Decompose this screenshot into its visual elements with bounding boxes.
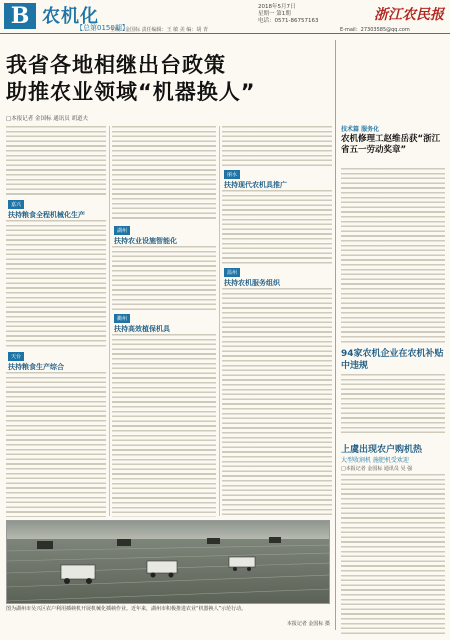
sidebar-story-3-subtitle: 大型收割机 施肥机受欢迎 <box>341 457 409 464</box>
sidebar-story-3-byline: □本报记者 金国标 通讯员 吴 强 <box>341 466 413 472</box>
editor-credits: 主编：金国标 责任编辑：王 敏 美 编：胡 青 <box>110 27 208 33</box>
sidebar-story-2-body <box>341 374 445 436</box>
section-tag-lishui: 丽水 <box>224 170 240 179</box>
section-tag-jiaxing: 嘉兴 <box>8 200 24 209</box>
main-headline <box>6 52 326 106</box>
subhead-tiantai: 扶持粮食生产综合 <box>8 363 64 371</box>
section-tag-wenzhou: 温州 <box>224 268 240 277</box>
photo-credit: 本报记者 金国标 摄 <box>286 621 330 627</box>
headline-line-1: 我省各地相继出台政策 <box>6 53 226 77</box>
date-text: 2018年5月7日 <box>258 4 296 10</box>
article-body-col2-bottom <box>112 334 216 517</box>
article-body-col3-bottom <box>222 288 332 517</box>
photo-caption: 图为湖州市吴兴区农户利用插秧机开展机械化插秧作业。近年来，湖州市积极推进农业“机器换人”示范行动。 <box>6 606 247 612</box>
subhead-wenzhou: 扶持农机服务组织 <box>224 279 280 287</box>
field-photo <box>6 520 330 604</box>
article-body-col3-mid <box>222 190 332 264</box>
article-body-col3-top <box>222 126 332 166</box>
subhead-lishui: 扶持现代农机具推广 <box>224 181 287 189</box>
issue-number: 【总第0150期】 <box>76 24 129 32</box>
sidebar-story-2-title: 94家农机企业在农机补贴中违规 <box>341 349 444 371</box>
issue-text: 星期一 第1期 <box>258 11 291 17</box>
sidebar-story-3-body <box>341 474 445 634</box>
article-body-col1-mid <box>6 220 106 348</box>
article-body-col1-bottom <box>6 372 106 517</box>
section-tag-quzhou: 衢州 <box>114 314 130 323</box>
section-tag-tiantai: 天台 <box>8 352 24 361</box>
sidebar-story-1-body <box>341 168 445 344</box>
column-divider <box>109 126 110 516</box>
phone-text: 电话：0571-86757163 <box>258 18 319 24</box>
section-title: 农机化 <box>42 6 99 27</box>
sidebar-story-1-title: 农机修理工赵维岳获“浙江省五一劳动奖章” <box>341 134 441 155</box>
email-text: E-mail：27303585@qq.com <box>340 27 410 33</box>
newspaper-logo: 浙江农民报 <box>374 7 444 23</box>
article-body-col2-top <box>112 126 216 222</box>
date-block <box>258 4 358 25</box>
subhead-huzhou: 扶持农业设施智能化 <box>114 237 177 245</box>
article-body-col1-top <box>6 126 106 196</box>
sidebar-story-3-title: 上虞出现农户购机热 <box>341 445 423 455</box>
sidebar-column-label: 技术篇 服务化 <box>341 126 380 133</box>
sidebar-divider <box>335 40 336 630</box>
article-body-col2-mid <box>112 246 216 310</box>
column-divider <box>219 126 220 516</box>
subhead-quzhou: 扶持高效植保机具 <box>114 325 170 333</box>
headline-line-2: 助推农业领域“机器换人” <box>6 80 256 104</box>
masthead <box>0 0 450 34</box>
rice-transplanter-image <box>7 521 330 604</box>
section-letter-badge: B <box>4 3 36 29</box>
section-tag-huzhou: 湖州 <box>114 226 130 235</box>
subhead-jiaxing: 扶持粮食全程机械化生产 <box>8 211 85 219</box>
article-byline: □本报记者 金国标 通讯员 胡道夫 <box>6 116 88 122</box>
sidebar <box>339 40 447 610</box>
